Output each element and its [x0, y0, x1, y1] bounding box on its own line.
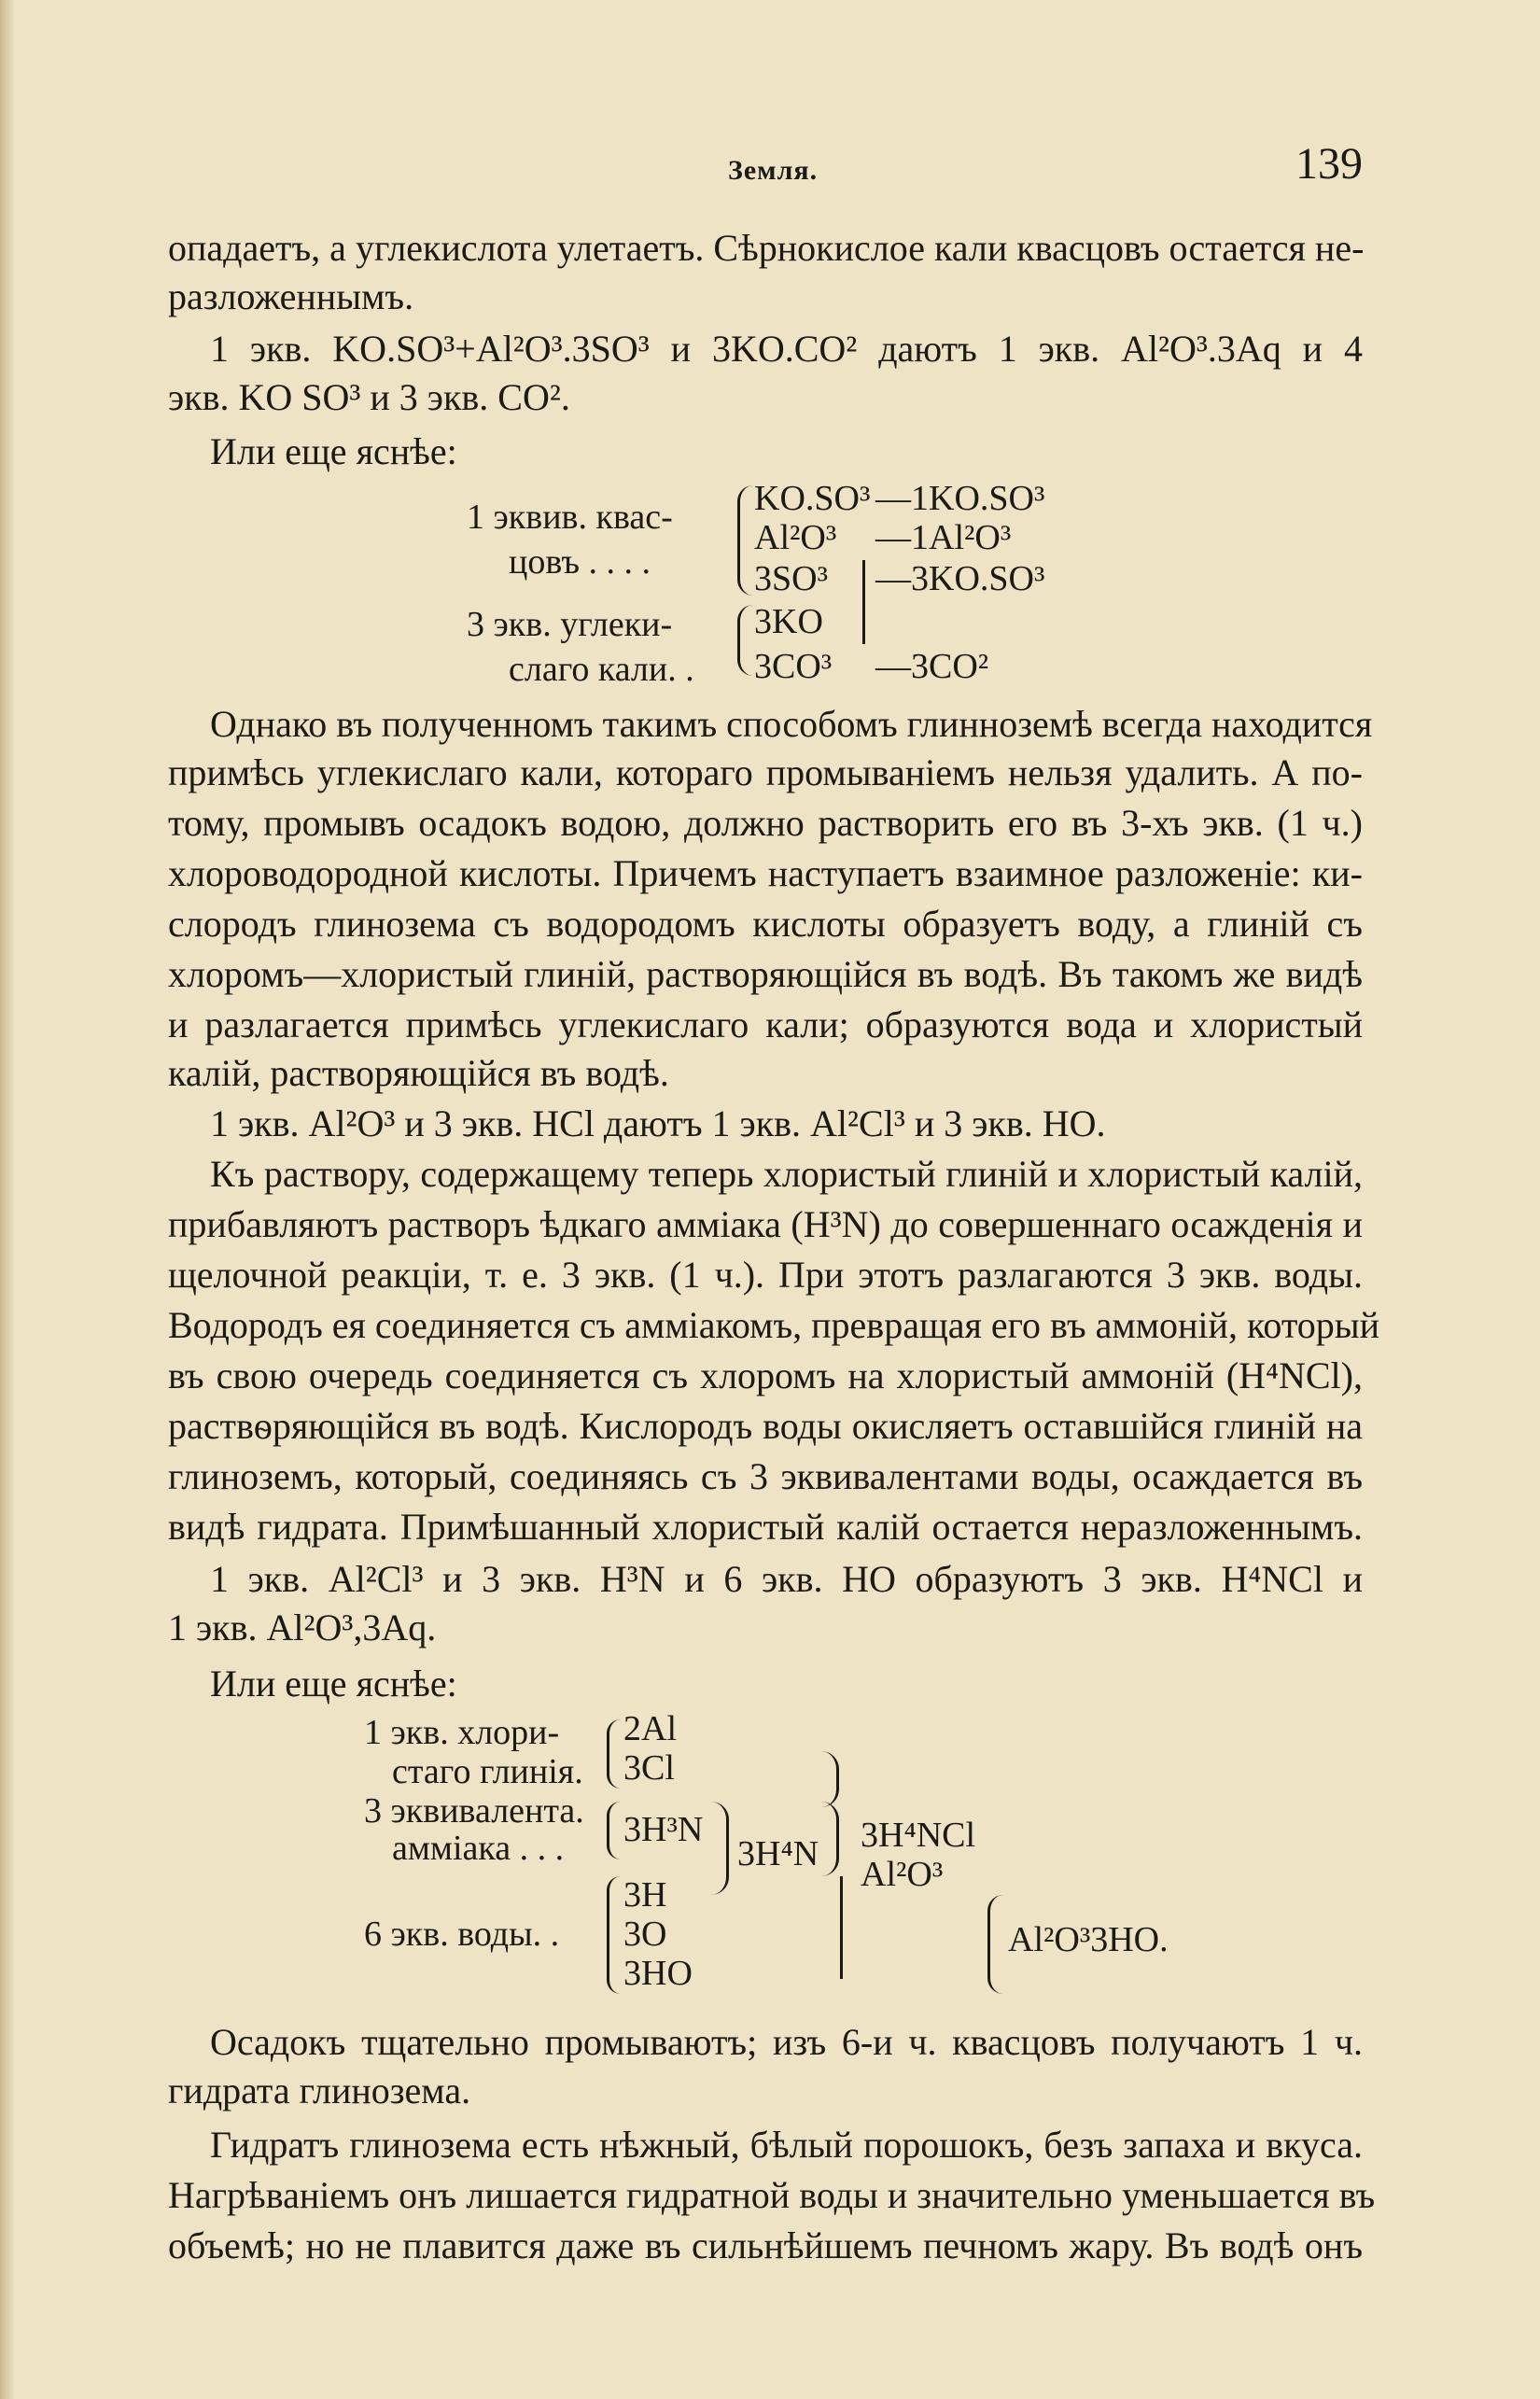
text-line: 1 экв. KO.SO³+Al²O³.3SO³ и 3KO.CO² даютъ 1 экв. Al²O³.3Aq и 4 — [210, 328, 1363, 370]
text-line: Къ раствору, содержащему теперь хлористый глиній и хлористый калій, — [210, 1153, 1363, 1195]
formula: —1KO.SO³ — [875, 479, 1045, 518]
text-line: Гидратъ глинозема есть нѣжный, бѣлый порошокъ, безъ запаха и вкуса. — [210, 2124, 1363, 2166]
scheme-label: слаго кали. . — [509, 650, 694, 689]
formula: 3H⁴NCl — [861, 1816, 976, 1855]
formula: 3CO³ — [754, 647, 833, 686]
text-line: 1 экв. Al²O³,3Aq. — [168, 1606, 437, 1648]
formula: Al²O³ — [861, 1855, 944, 1894]
text-line: въ свою очередь соединяется съ хлоромъ на хлористый аммоній (H⁴NCl), — [168, 1354, 1363, 1396]
text-line: слородъ глинозема съ водородомъ кислоты образуетъ воду, а глиній съ — [168, 903, 1363, 945]
brace — [607, 1876, 621, 1994]
text-line: видѣ гидрата. Примѣшанный хлористый калій остается неразложеннымъ. — [168, 1506, 1363, 1548]
text-line: раствѳряющійся въ водѣ. Кислородъ воды окисляетъ оставшійся глиній на — [168, 1405, 1363, 1447]
text-line: Или еще яснѣе: — [210, 1662, 457, 1705]
text-line: тому, промывъ осадокъ водою, должно растворить его въ 3-хъ экв. (1 ч.) — [168, 802, 1363, 844]
page-edge — [0, 0, 15, 2399]
scheme-label: 3 эквивалента. — [364, 1791, 584, 1831]
text-line: гидрата глинозема. — [168, 2069, 471, 2111]
scheme-label: 6 экв. воды. . — [364, 1915, 560, 1954]
formula: —3CO² — [875, 647, 989, 686]
running-title: Земля. — [728, 155, 819, 186]
text-line: и разлагается примѣсь углекислаго кали; образуются вода и хлористый — [168, 1003, 1363, 1045]
brace — [821, 1802, 839, 1876]
text-line: опадаетъ, а углекислота улетаетъ. Сѣрнокислое кали квасцовъ остается не- — [168, 227, 1365, 269]
brace — [607, 1802, 621, 1859]
text-line: хлоромъ—хлористый глиній, растворяющійся въ водѣ. Въ такомъ же видѣ — [168, 953, 1363, 995]
formula: Al²O³3HO. — [1008, 1920, 1169, 1959]
formula: —3KO.SO³ — [875, 559, 1045, 598]
text-line: Осадокъ тщательно промываютъ; изъ 6-и ч. квасцовъ получаютъ 1 ч. — [210, 2021, 1363, 2063]
text-line: 1 экв. Al²Cl³ и 3 экв. H³N и 6 экв. HO образуютъ 3 экв. H⁴NCl и — [210, 1558, 1363, 1600]
brace — [987, 1895, 1003, 1994]
formula: 3SO³ — [754, 559, 828, 598]
text-line: Водородъ ея соединяется съ амміакомъ, превращая его въ аммоній, который — [168, 1304, 1380, 1346]
text-line: Однако въ полученномъ такимъ способомъ глинноземѣ всегда находится — [210, 703, 1373, 745]
formula: 3H⁴N — [737, 1834, 819, 1873]
formula: 2Al — [623, 1709, 677, 1748]
brace — [737, 485, 753, 596]
scheme-label: амміака . . . — [392, 1829, 565, 1868]
text-line: хлороводородной кислоты. Причемъ наступаетъ взаимное разложеніе: ки- — [168, 852, 1363, 894]
brace — [821, 1751, 839, 1807]
formula: 3H — [623, 1875, 667, 1915]
text-line: щелочной реакціи, т. е. 3 экв. (1 ч.). При этотъ разлагаются 3 экв. воды. — [168, 1254, 1363, 1296]
text-line: разложеннымъ. — [168, 275, 414, 317]
formula: 3HO — [623, 1954, 693, 1993]
page-header — [168, 138, 1363, 194]
text-line: прибавляютъ растворъ ѣдкаго амміака (H³N) до совершеннаго осажденія и — [168, 1203, 1363, 1245]
bracket-line — [840, 1876, 843, 1979]
formula: 3KO — [754, 602, 823, 641]
formula: —1Al²O³ — [875, 518, 1012, 557]
text-line: объемѣ; но не плавится даже въ сильнѣйшемъ печномъ жару. Въ водѣ онъ — [168, 2224, 1363, 2266]
page-number: 139 — [1295, 139, 1363, 189]
formula: 3Cl — [623, 1748, 675, 1788]
brace — [607, 1719, 621, 1789]
bracket-line — [862, 560, 865, 644]
text-line: Или еще яснѣе: — [210, 430, 457, 472]
scheme-label: 1 экв. хлори- — [364, 1713, 560, 1752]
scheme-label: стаго глинія. — [392, 1752, 583, 1791]
formula: 3O — [623, 1915, 667, 1954]
text-line: примѣсь углекислаго кали, котораго промываніемъ нельзя удалить. А по- — [168, 751, 1363, 793]
text-line: калій, растворяющійся въ водѣ. — [168, 1052, 669, 1094]
formula: Al²O³ — [754, 518, 837, 557]
scheme-label: 1 эквив. квас- — [467, 498, 673, 537]
brace — [711, 1802, 729, 1895]
text-line: Нагрѣваніемъ онъ лишается гидратной воды и значительно уменьшается въ — [168, 2174, 1376, 2216]
text-line: экв. KO SO³ и 3 экв. CO². — [168, 376, 570, 418]
formula: KO.SO³ — [754, 479, 871, 518]
brace — [737, 605, 753, 676]
formula: 3H³N — [623, 1810, 704, 1849]
text-line: 1 экв. Al²O³ и 3 экв. HCl даютъ 1 экв. Al²Cl³ и 3 экв. HO. — [210, 1102, 1106, 1144]
scheme-label: цовъ . . . . — [509, 542, 651, 582]
scheme-label: 3 экв. углеки- — [467, 605, 673, 644]
text-line: глиноземъ, который, соединяясь съ 3 эквивалентами воды, осаждается въ — [168, 1455, 1363, 1497]
